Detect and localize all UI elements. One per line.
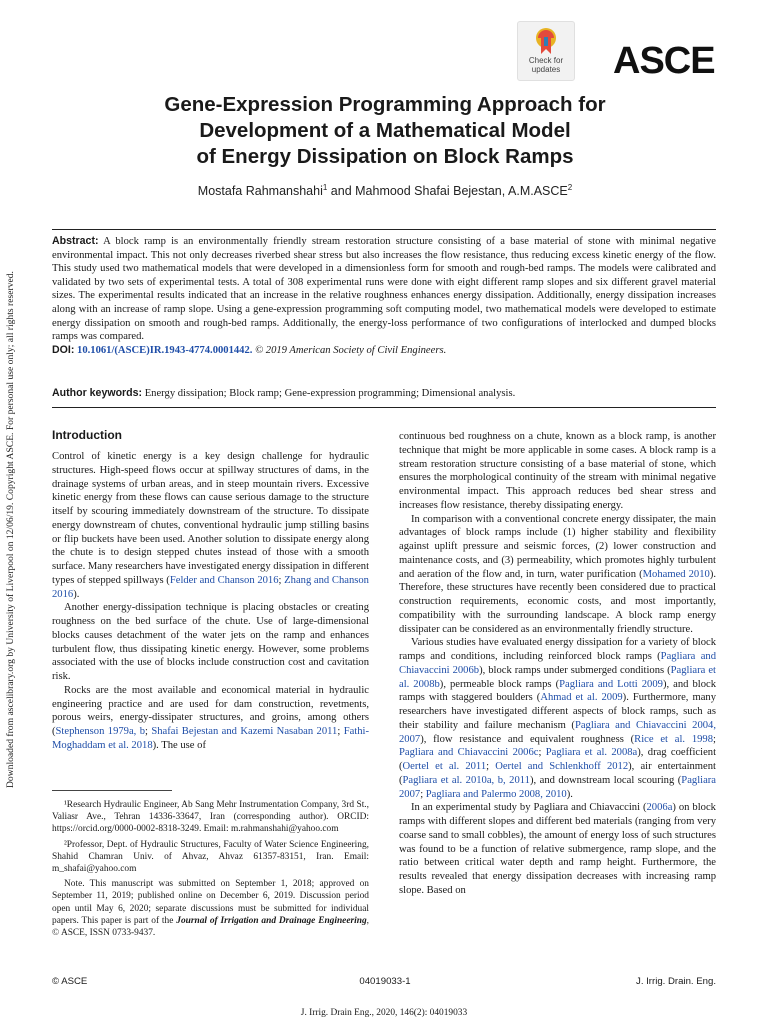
ref-pagliara-2008a[interactable]: Pagliara et al. 2008a [545, 747, 638, 759]
close: ). The use of [152, 739, 206, 751]
r2-end: ). Therefore, these structures have recently been considered due to practical construction requirements, economic costs, and most importantly, compatibility with the surrounding landscape. A block ramp energy dissipater can be considered as an environmentally friendly structure. [399, 568, 717, 635]
ref-2006a[interactable]: 2006a [646, 802, 673, 814]
ref-oertel-schlenkhoff[interactable]: Oertel and Schlenkhoff 2012 [495, 761, 629, 772]
right-paragraph-3 [399, 636, 716, 801]
ref-pagliara-2010[interactable]: Pagliara et al. 2010a, b, 2011 [402, 774, 530, 786]
r2-text: In comparison with a conventional concrete energy dissipater, the main advantages of block ramps include (1) higher stability and flexibility against uplift pressure and seismic forces, (2) lower construction and maintenance costs, and (3) permeability, which promotes highly turbulent and aeration of the flow and, in turn, water purification ( [399, 513, 716, 580]
right-paragraph-1: continuous bed roughness on a chute, known as a block ramp, is another technique that might be more applicable in some cases. A block ramp is a stream restoration structure consisting of a base material of stone, which ensures the morphological continuity of the stream with minimal negative environmental impact. This approach reduces bed shear stress and increases flow resistance, thereby dissipating energy. [399, 431, 716, 511]
asce-logo-text: ASCE [613, 40, 715, 82]
ref-stephenson[interactable]: Stephenson 1979a, b [55, 726, 145, 737]
badge-line-2: updates [531, 65, 561, 74]
r4-text: ) on block ramps with different slopes and different bed materials (ranging from very coarse sand to small cobbles), the amount of energy loss of such structures was found to be a function of relative submergence, ramp slope, and the ratio between critical water depth and ramp height. Furthermore, the results revealed that energy dissipation decreases with increasing ramp slope. Based on [399, 802, 716, 896]
close: ). [566, 788, 573, 800]
left-column [52, 450, 369, 753]
title-line-1: Gene-Expression Programming Approach for [164, 93, 606, 116]
right-paragraph-2 [399, 513, 716, 637]
bookmark-icon [534, 26, 558, 56]
intro-paragraph-2: Another energy-dissipation technique is placing obstacles or creating roughness on the bed surface of the chute. Use of large-dimensional blocks causes detachment of the water jets on the ramp and enhances turbulent flow, thus dissipating kinetic energy. However, some problems associated with the use of blocks include construction cost and cavitation risk. [52, 602, 369, 682]
ref-pagliara-chiavaccini-2006c[interactable]: Pagliara and Chiavaccini 2006c [399, 747, 539, 759]
r3-text: ), flow resistance and equivalent roughness ( [420, 733, 635, 745]
sep: ; [486, 761, 496, 772]
author-line [60, 183, 710, 198]
ref-oertel-2011[interactable]: Oertel et al. 2011 [402, 761, 487, 772]
ref-ahmad[interactable]: Ahmad et al. 2009 [540, 692, 623, 704]
check-for-updates-badge[interactable] [517, 21, 575, 81]
introduction-heading: Introduction [52, 428, 122, 442]
download-side-note-text: Downloaded from ascelibrary.org by University of Liverpool on 12/06/19. Copyright ASCE. For personal use only; all rights reserved. [5, 271, 16, 788]
footnote-rule [52, 790, 172, 791]
r4-text: In an experimental study by Pagliara and Chiavaccini ( [411, 802, 647, 814]
ref-pagliara-chiavaccini-2006b[interactable]: Pagliara and Chiavaccini 2006b [399, 651, 716, 676]
close: ). [73, 588, 80, 600]
badge-line-1: Check for [528, 56, 564, 65]
sep: ; [538, 747, 546, 759]
title-line-2: Development of a Mathematical Model [199, 119, 571, 142]
ref-pagliara-chiavaccini-2004[interactable]: Pagliara and Chiavaccini 2004, 2007 [399, 719, 716, 745]
ref-shafai-bejestan[interactable]: Shafai Bejestan and Kazemi Nasaban 2011 [151, 726, 338, 737]
abstract-text: A block ramp is an environmentally friendly stream restoration structure consisting of a base material of stone with minimal negative environmental impact. This not only decreases riverbed shear stress but also increases the flow resistance, thus reducing excess kinetic energy of the flow. This study used two mathematical models that were developed in a dimensionless form for smooth and rough-bed ramps. The models were calibrated and validated by two sets of experimental tests. A total of 308 experimental runs were done with eight different ramp slopes and six different gravel material sizes. The experimental results indicated that an increase in the relative roughness enhances energy dissipation. Additionally, energy dissipation increases along with an increase of ramp slope. Using a gene-expression programming soft computing model, two mathematical models were developed to estimate energy dissipation on smooth and rough-bed ramps. Additionally, the energy-loss performance of two configurations of interlocked and dumped blocks ramps was compared. [52, 236, 716, 343]
r3-text: ), and downstream local scouring ( [529, 774, 682, 786]
sep: ; [713, 733, 716, 745]
footnote-1: ¹Research Hydraulic Engineer, Ab Sang Mehr Instrumentation Company, 3rd St., Valiasr Ave., Tehran 14336-33647, Iran (corresponding author). ORCID: https://orcid.org/0000-0002-8318-3249. Email: m.rahmanshahi@yahoo.com [52, 800, 369, 835]
r3-text: Various studies have evaluated energy dissipation for a variety of block ramps and conditions, including reinforced block ramps ( [399, 637, 716, 662]
right-column [399, 430, 716, 898]
footer-journal: J. Irrig. Drain. Eng. [636, 976, 716, 987]
intro-paragraph-3 [52, 684, 369, 753]
ref-zhang-chanson[interactable]: Zhang and Chanson 2016 [52, 574, 369, 600]
ref-mohamed[interactable]: Mohamed 2010 [642, 568, 710, 580]
ref-rice[interactable]: Rice et al. 1998 [634, 733, 714, 745]
footnote-2: ²Professor, Dept. of Hydraulic Structures, Faculty of Water Science Engineering, Shahid Chamran Univ. of Ahvaz, Ahvaz 61357-83151, Iran. Email: m_shafai@yahoo.com [52, 839, 369, 875]
r3-text: ), block ramps under submerged conditions ( [479, 664, 671, 676]
author-keywords [52, 387, 716, 401]
doi-label: DOI: [52, 343, 75, 356]
ref-pagliara-lotti[interactable]: Pagliara and Lotti 2009 [559, 678, 663, 690]
ref-fathi-moghaddam[interactable]: Fathi-Moghaddam et al. 2018 [52, 726, 370, 751]
r3-text: ), permeable block ramps ( [439, 678, 560, 690]
footer-page-id: 04019033-1 [359, 976, 411, 987]
r3-text: ). Furthermore, many researchers have investigated different aspects of block ramps, such as their stability and failure mechanism ( [399, 692, 716, 731]
author-1-affil: 1 [322, 183, 328, 192]
asce-logo [613, 40, 725, 82]
author-2: and Mahmood Shafai Bejestan, A.M.ASCE [327, 184, 568, 199]
abstract-copyright: © 2019 American Society of Civil Engineers. [255, 344, 447, 356]
abstract-label: Abstract: [52, 235, 99, 247]
ref-pagliara-palermo[interactable]: Pagliara and Palermo 2008, 2010 [425, 788, 567, 800]
ref-pagliara-2008b[interactable]: Pagliara et al. 2008b [399, 664, 716, 690]
sep: ; [337, 726, 344, 737]
citation-line: J. Irrig. Drain Eng., 2020, 146(2): 04019033 [300, 1008, 468, 1018]
journal-name: Journal of Irrigation and Drainage Engineering [176, 915, 367, 926]
abstract-top-rule [52, 229, 716, 230]
author-1: Mostafa Rahmanshahi [197, 184, 323, 199]
intro-p1-text: Control of kinetic energy is a key design challenge for hydraulic structures. High-speed flows occur at spillway structures of dams, in the drainage systems of urban areas, and in steep mountain rivers. Excessive kinetic energy from these flows can cause serious damage to the structure itself by scouring immediately downstream of the structure. To dissipate energy downstream of chutes, conventional hydraulic jump stilling basins or flip buckets have been used. Another solution to dissipate energy along the chute is to design stepped chutes instead of those with a smooth surface. Many researchers have investigated energy dissipation in different types of stepped spillways ( [52, 451, 370, 586]
ref-felder-chanson[interactable]: Felder and Chanson 2016 [169, 574, 279, 586]
sep: ; [278, 574, 285, 586]
sep: ; [145, 726, 152, 737]
intro-paragraph-1 [52, 450, 369, 601]
r3-text: ), air entertainment ( [399, 761, 716, 786]
author-2-affil: 2 [567, 183, 573, 192]
footnotes [52, 799, 369, 942]
right-paragraph-4 [399, 801, 716, 897]
footnote-3-text: Note. This manuscript was submitted on September 1, 2018; approved on September 11, 2019; published online on December 6, 2019. Discussion period open until May 6, 2020; separate discussions must be submitted for individual papers. This paper is part of the [52, 879, 369, 926]
footer-copyright: © ASCE [52, 976, 88, 987]
footnote-3 [52, 878, 369, 939]
title-line-3: of Energy Dissipation on Block Ramps [196, 145, 574, 168]
footnote-3-end: , © ASCE, ISSN 0733-9437. [52, 915, 369, 939]
sep: ; [420, 788, 426, 800]
doi-link[interactable]: 10.1061/(ASCE)IR.1943-4774.0001442. [77, 344, 253, 356]
paper-title [60, 92, 710, 170]
download-side-note [2, 0, 16, 1024]
intro-p3-text: Rocks are the most available and economical material in hydraulic engineering practice and are used for dam construction, revetments, porous weirs, energy-dissipater structures, and groins, among others ( [52, 684, 369, 737]
abstract-bottom-rule [52, 407, 716, 408]
r3-text: ), and block ramps with staggered boulders ( [399, 678, 716, 704]
keywords-text: Energy dissipation; Block ramp; Gene-expression programming; Dimensional analysis. [142, 388, 516, 399]
abstract [52, 235, 716, 357]
keywords-label: Author keywords: [52, 387, 143, 399]
r3-text: ), drag coefficient ( [399, 747, 717, 772]
ref-pagliara-2007[interactable]: Pagliara 2007 [399, 774, 717, 800]
